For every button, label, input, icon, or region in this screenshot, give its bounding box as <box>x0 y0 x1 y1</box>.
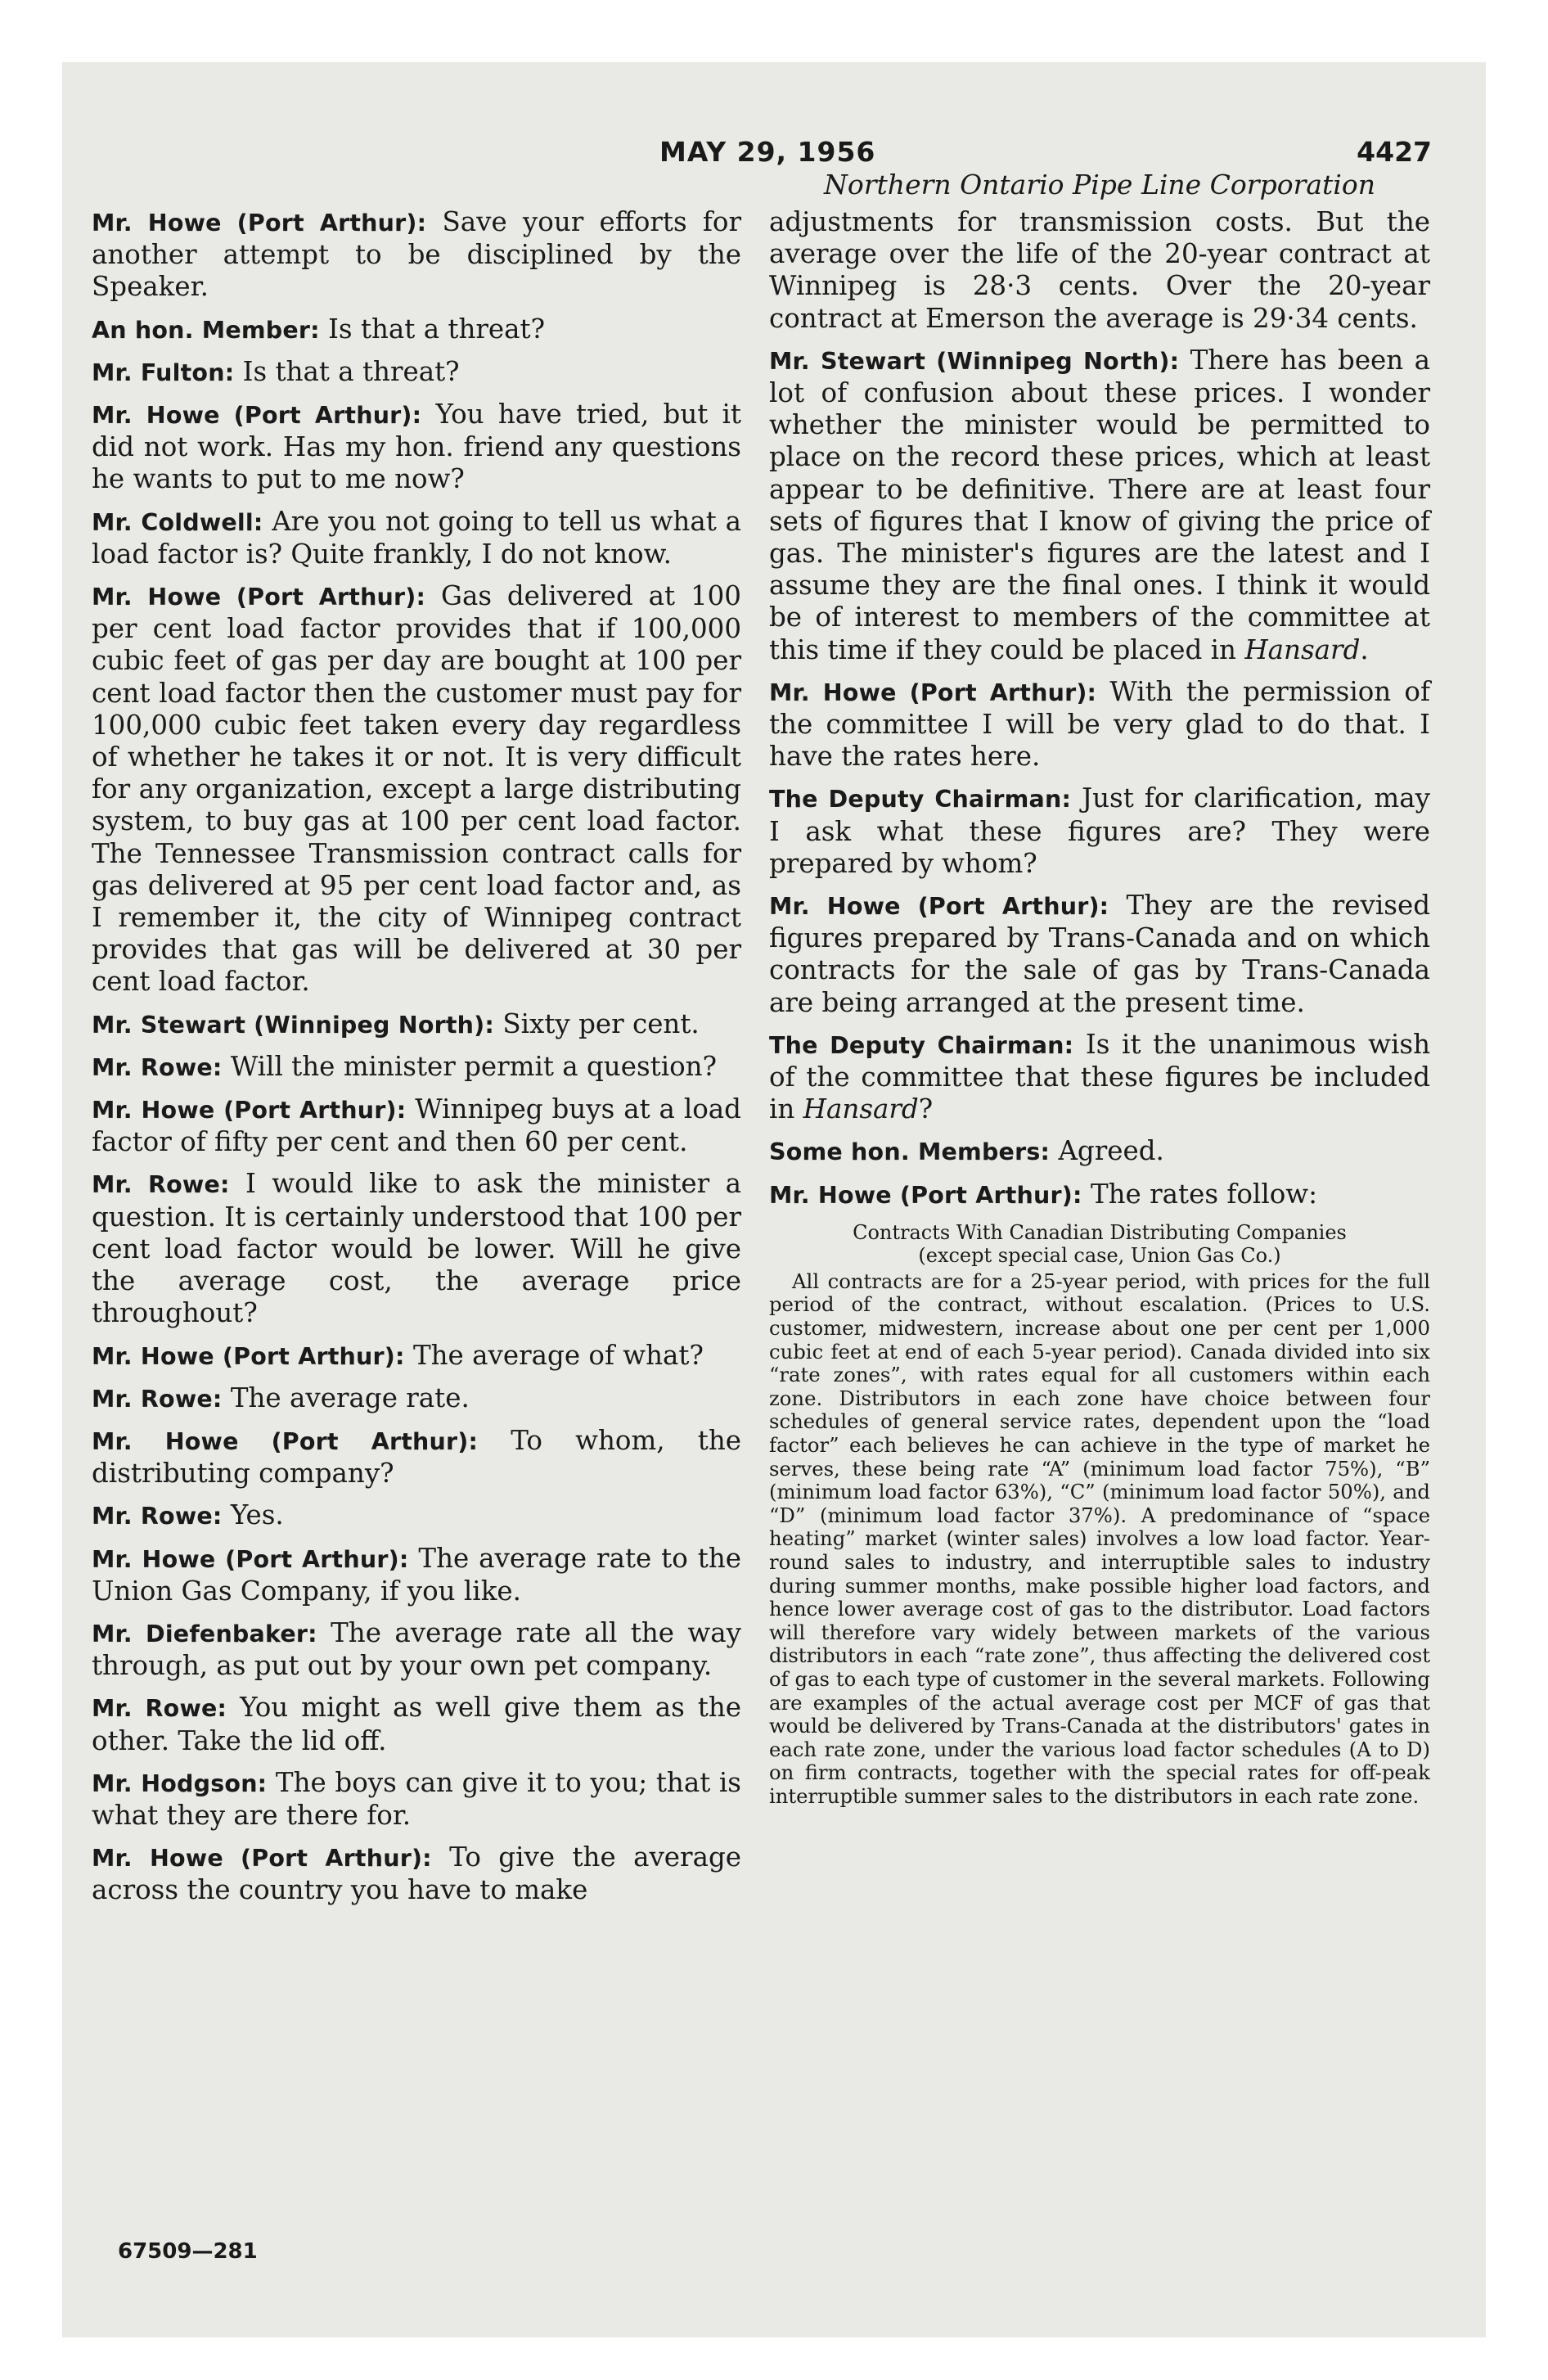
speaker-name: Mr. Stewart (Winnipeg North): <box>92 1011 494 1039</box>
speaker-name: Mr. Howe (Port Arthur): <box>92 1342 405 1370</box>
speaker-name: Mr. Rowe: <box>92 1695 227 1723</box>
speaker-name: Mr. Howe (Port Arthur): <box>769 1181 1082 1209</box>
speech-paragraph <box>92 399 741 496</box>
punctuation: ? <box>918 1093 934 1125</box>
speaker-name: Mr. Rowe: <box>92 1171 230 1199</box>
speech-text: Is that a threat? <box>242 355 460 387</box>
speech-text: Is it the unanimous wish of the committee that these figures be included in <box>769 1028 1430 1125</box>
schedule-title-line2: (except special case, Union Gas Co.) <box>918 1243 1281 1267</box>
speech-paragraph <box>92 1767 741 1832</box>
speech-paragraph <box>92 1168 741 1329</box>
schedule-body: All contracts are for a 25-year period, with prices for the full period of the contract, without escalation. (Prices to U.S. customer, midwestern, increase about one per cent per 1,000 cubic feet at end of each 5-year period). Canada divided into six “rate zones”, with rates equal for all customers within each zone. Distributors in each zone have choice between four schedules of general service rates, dependent upon the “load factor” each believes he can achieve in the type of market he serves, these being rate “A” (minimum load factor 75%), “B” (minimum load factor 63%), “C” (minimum load factor 50%), and “D” (minimum load factor 37%). A predominance of “space heating” market (winter sales) involves a low load factor. Year-round sales to industry, and interruptible sales to industry during summer months, make possible higher load factors, and hence lower average cost of gas to the distributor. Load factors will therefore vary widely between markets of the various distributors in each “rate zone”, thus affecting the delivered cost of gas to each type of customer in the several markets. Following are examples of the actual average cost per MCF of gas that would be delivered by Trans-Canada at the distributors' gates in each rate zone, under the various load factor schedules (A to D) on firm contracts, together with the special rates for off-peak interruptible summer sales to the distributors in each rate zone. <box>769 1269 1430 1808</box>
speech-paragraph <box>769 1179 1430 1211</box>
speech-text: They are the revised figures prepared by Trans-Canada and on which contracts for the sale of gas by Trans-Canada are being arranged at the present time. <box>769 890 1430 1018</box>
speech-text: adjustments for transmission costs. But the average over the life of the 20-year contract at Winnipeg is 28·3 cents. Over the 20-year contract at Emerson the average is 29·34 cents. <box>769 206 1430 334</box>
speaker-name: Mr. Howe (Port Arthur): <box>92 210 427 237</box>
italic-title: Hansard <box>1244 633 1361 665</box>
speech-text: To give the average across the country you have to make <box>92 1841 741 1906</box>
speaker-name: Mr. Howe (Port Arthur): <box>769 893 1109 921</box>
speech-text: Is that a threat? <box>328 313 546 345</box>
speech-text: Save your efforts for another attempt to be disciplined by the Speaker. <box>92 206 741 303</box>
left-column <box>92 206 741 1917</box>
speech-paragraph <box>769 782 1430 880</box>
speech-paragraph <box>92 580 741 998</box>
speaker-name: Mr. Howe (Port Arthur): <box>92 584 426 611</box>
speech-text: There has been a lot of confusion about these prices. I wonder whether the minister would be permitted to place on the record these prices, which at least appear to be definitive. There are at least four sets of figures that I know of giving the price of gas. The minister's figures are the latest and I assume they are the final ones. I think it would be of interest to members of the committee at this time if they could be placed in <box>769 344 1431 665</box>
page-date: MAY 29, 1956 <box>659 136 876 168</box>
speech-paragraph <box>769 345 1430 666</box>
speaker-name: Mr. Hodgson: <box>92 1769 268 1797</box>
schedule-title-line1: Contracts With Canadian Distributing Companies <box>853 1220 1347 1244</box>
speech-text: The boys can give it to you; that is what they are there for. <box>92 1766 741 1831</box>
page-number: 4427 <box>1357 136 1432 168</box>
speaker-name: Mr. Rowe: <box>92 1503 223 1530</box>
italic-title: Hansard <box>803 1093 919 1125</box>
speech-text: Are you not going to tell us what a load factor is? Quite frankly, I do not know. <box>92 505 741 570</box>
right-column <box>769 169 1430 1809</box>
speaker-name: The Deputy Chairman: <box>769 1031 1074 1059</box>
speech-paragraph <box>92 356 741 389</box>
speech-paragraph <box>92 1008 741 1041</box>
speech-text: Agreed. <box>1058 1135 1164 1167</box>
speech-text: I would like to ask the minister a question. It is certainly understood that 100 per cent load factor would be lower. Will he give the average cost, the average price throughout? <box>92 1168 741 1329</box>
speech-paragraph <box>92 1499 741 1532</box>
speech-paragraph <box>92 1543 741 1607</box>
speech-text: Gas delivered at 100 per cent load factor provides that if 100,000 cubic feet of gas per day are bought at 100 per cent load factor then the customer must pay for 100,000 cubic feet taken every day regardless of whether he takes it or not. It is very difficult for any organization, except a large distributing system, to buy gas at 100 per cent load factor. The Tennessee Transmission contract calls for gas delivered at 95 per cent load factor and, as I remember it, the city of Winnipeg contract provides that gas will be delivered at 30 per cent load factor. <box>92 580 741 998</box>
speech-paragraph <box>92 1051 741 1084</box>
speech-text: You have tried, but it did not work. Has my hon. friend any questions he wants to put to me now? <box>92 399 741 495</box>
speaker-name: The Deputy Chairman: <box>769 786 1072 814</box>
punctuation: . <box>1360 633 1369 665</box>
speaker-name: Mr. Howe (Port Arthur): <box>92 1427 479 1455</box>
speaker-name: Mr. Howe (Port Arthur): <box>769 678 1097 706</box>
schedule-title <box>769 1221 1430 1267</box>
speech-paragraph <box>92 1382 741 1415</box>
speech-text: Sixty per cent. <box>502 1007 700 1039</box>
speaker-name: Mr. Rowe: <box>92 1053 223 1081</box>
speaker-name: Mr. Fulton: <box>92 358 235 386</box>
speaker-name: Mr. Howe (Port Arthur): <box>92 402 422 430</box>
speaker-name: Mr. Howe (Port Arthur): <box>92 1097 407 1125</box>
speech-paragraph <box>92 1841 741 1906</box>
speech-text: The average rate. <box>230 1382 470 1413</box>
right-column-paragraphs <box>769 206 1430 1211</box>
speech-text: You might as well give them as the other. Take the lid off. <box>92 1692 741 1756</box>
speaker-name: Mr. Stewart (Winnipeg North): <box>769 347 1180 375</box>
speaker-name: Mr. Coldwell: <box>92 508 263 536</box>
speech-paragraph <box>769 890 1430 1019</box>
speech-text: To whom, the distributing company? <box>92 1424 741 1490</box>
speech-paragraph <box>769 206 1430 335</box>
speech-paragraph <box>769 676 1430 773</box>
speaker-name: Mr. Rowe: <box>92 1385 223 1413</box>
speech-paragraph <box>92 206 741 304</box>
speech-text: Just for clarification, may I ask what these figures are? They were prepared by whom? <box>769 782 1430 879</box>
speech-paragraph <box>92 1093 741 1158</box>
speech-paragraph <box>92 313 741 346</box>
speech-text: The rates follow: <box>1090 1178 1318 1210</box>
speech-paragraph <box>769 1029 1430 1126</box>
speech-paragraph <box>92 1340 741 1373</box>
speaker-name: An hon. Member: <box>92 316 320 344</box>
speech-paragraph <box>92 506 741 570</box>
running-head: Northern Ontario Pipe Line Corporation <box>824 169 1375 201</box>
speech-text: The average of what? <box>412 1339 704 1371</box>
speech-text: Will the minister permit a question? <box>230 1050 718 1082</box>
speaker-name: Mr. Howe (Port Arthur): <box>92 1545 409 1573</box>
speech-text: The average rate to the Union Gas Company, if you like. <box>92 1542 741 1607</box>
speech-paragraph <box>92 1617 741 1682</box>
speech-text: Winnipeg buys at a load factor of fifty per cent and then 60 per cent. <box>92 1093 741 1158</box>
speech-text: Yes. <box>230 1499 284 1531</box>
speech-paragraph <box>92 1692 741 1756</box>
speech-paragraph <box>92 1425 741 1490</box>
speech-text: With the permission of the committee I will be very glad to do that. I have the rates here. <box>769 675 1430 773</box>
speaker-name: Some hon. Members: <box>769 1138 1051 1166</box>
printer-signature: 67509—281 <box>118 2239 258 2264</box>
speaker-name: Mr. Howe (Port Arthur): <box>92 1845 432 1873</box>
speech-text: The average rate all the way through, as put out by your own pet company. <box>92 1616 741 1682</box>
speaker-name: Mr. Diefenbaker: <box>92 1620 317 1648</box>
speech-paragraph <box>769 1135 1430 1168</box>
